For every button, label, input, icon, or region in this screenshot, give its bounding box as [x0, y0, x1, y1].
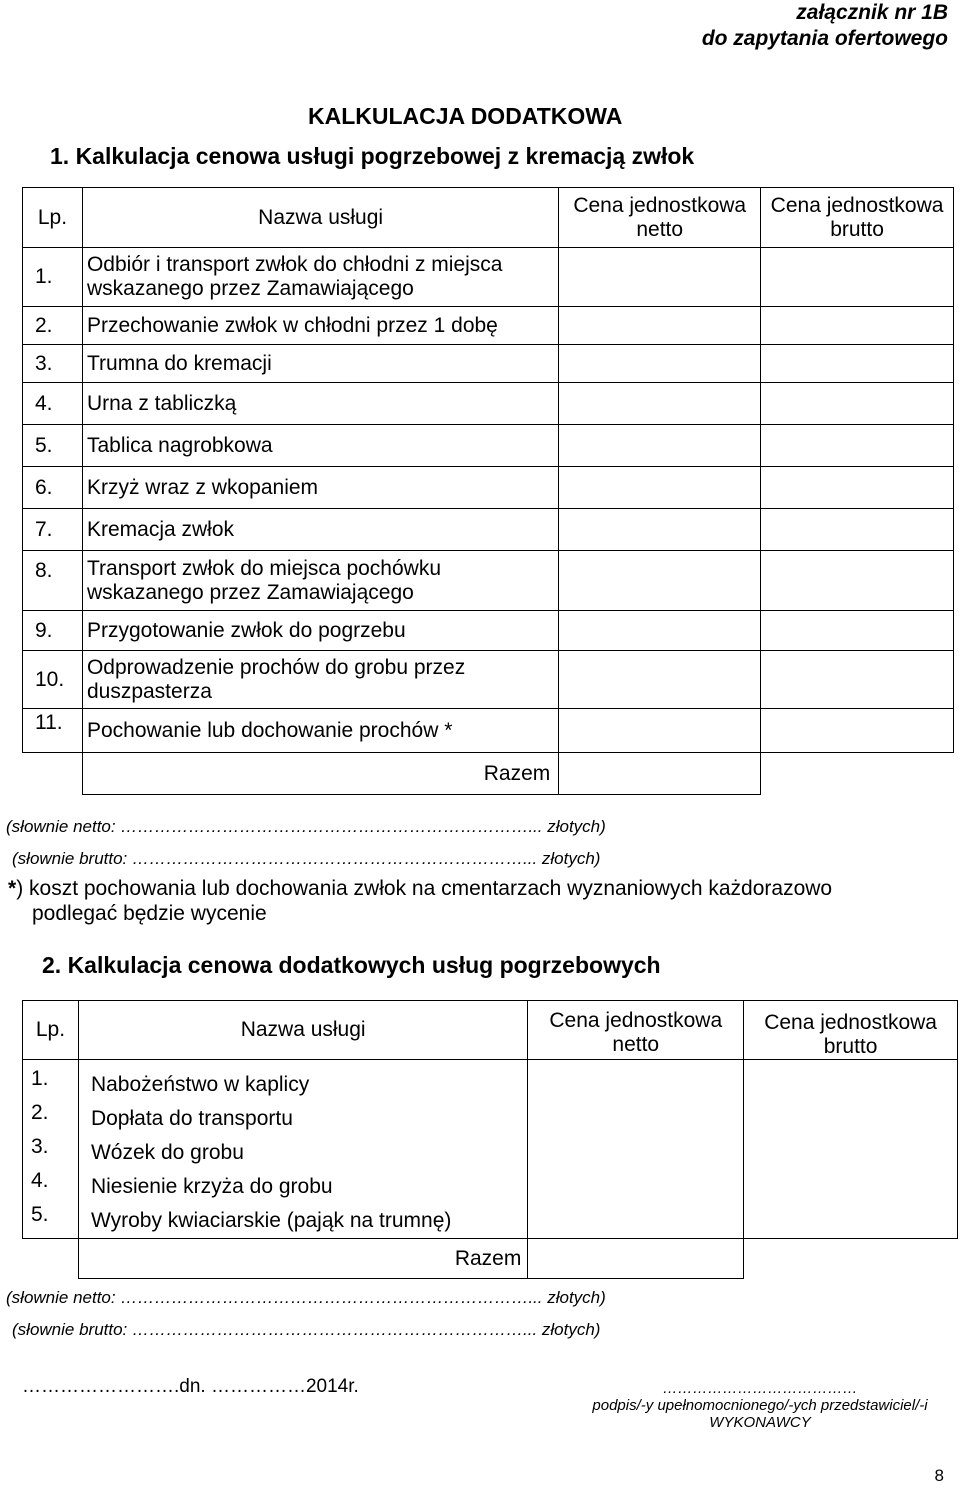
footnote-marker: *: [8, 877, 17, 900]
table-row: [23, 425, 954, 467]
netto-total-cell[interactable]: [528, 1239, 744, 1279]
footnote: [8, 876, 832, 926]
row-name: Przechowanie zwłok w chłodni przez 1 dobę: [82, 307, 558, 345]
section1-table: [22, 187, 954, 795]
row-lp: 10.: [23, 651, 83, 709]
item-lp: 2.: [31, 1101, 49, 1124]
page-number: 8: [934, 1466, 944, 1485]
total-row: [23, 753, 954, 795]
row-name: Pochowanie lub dochowanie prochów *: [82, 709, 558, 753]
row-name-l2: wskazanego przez Zamawiającego: [86, 277, 414, 300]
netto-price-cell[interactable]: [559, 383, 761, 425]
table-row: [23, 551, 954, 611]
items-lp-cell: [23, 1060, 79, 1239]
row-name: [82, 551, 558, 611]
col-brutto-header: [744, 1001, 958, 1060]
table-row: [23, 345, 954, 383]
netto-price-cell[interactable]: [559, 307, 761, 345]
table-row: [23, 467, 954, 509]
row-name: [82, 248, 558, 307]
row-lp: 7.: [23, 509, 83, 551]
attachment-label: załącznik nr 1B: [796, 1, 948, 24]
col-brutto-header-l1: Cena jednostkowa: [770, 194, 944, 217]
brutto-price-cell[interactable]: [761, 551, 954, 611]
row-name: Urna z tabliczką: [82, 383, 558, 425]
col-netto-header-l2: netto: [636, 218, 684, 241]
table-row: [23, 509, 954, 551]
attachment-note: [702, 0, 948, 52]
col-netto-header-l1: Cena jednostkowa: [573, 194, 747, 217]
attachment-subtitle: do zapytania ofertowego: [701, 27, 948, 50]
item-name: Dopłata do transportu: [90, 1107, 293, 1130]
netto-price-cell[interactable]: [559, 345, 761, 383]
brutto-price-cell[interactable]: [761, 307, 954, 345]
row-name: Trumna do kremacji: [82, 345, 558, 383]
items-name-cell: [78, 1060, 527, 1239]
item-name: Niesienie krzyża do grobu: [90, 1175, 333, 1198]
netto-price-cell[interactable]: [559, 651, 761, 709]
signature-caption-l2: WYKONAWCY: [709, 1414, 811, 1431]
netto-price-cell[interactable]: [559, 467, 761, 509]
netto-price-cell[interactable]: [559, 709, 761, 753]
netto-price-cell[interactable]: [559, 248, 761, 307]
col-netto-header-l1: Cena jednostkowa: [549, 1009, 723, 1032]
amount-words-brutto: (słownie brutto: ……………………………………………………………... złotych): [12, 849, 601, 868]
amount-words-netto: (słownie netto: ………………………………………………………………... złotych): [6, 1288, 606, 1307]
total-row: [23, 1239, 958, 1279]
row-lp: 3.: [23, 345, 83, 383]
section1-heading: 1. Kalkulacja cenowa usługi pogrzebowej z kremacją zwłok: [50, 143, 695, 169]
item-name: Wózek do grobu: [90, 1141, 244, 1164]
col-name-header: Nazwa usługi: [82, 188, 558, 248]
signature-dots: …………………………………: [662, 1380, 858, 1397]
row-lp: 11.: [23, 709, 83, 753]
brutto-price-cell[interactable]: [761, 383, 954, 425]
row-name-l1: Odprowadzenie prochów do grobu przez: [86, 655, 466, 679]
row-name: Kremacja zwłok: [82, 509, 558, 551]
item-name: Wyroby kwiaciarskie (pająk na trumnę): [90, 1209, 452, 1232]
table-row: [23, 611, 954, 651]
brutto-price-cell[interactable]: [761, 248, 954, 307]
footnote-text-l1: ) koszt pochowania lub dochowania zwłok na cmentarzach wyznaniowych każdorazowo: [16, 877, 833, 900]
row-name: [82, 651, 558, 709]
table-header-row: [23, 1001, 958, 1060]
date-line: …………………….dn. ……………2014r.: [22, 1376, 359, 1397]
row-lp: 4.: [23, 383, 83, 425]
signature-block: [560, 1380, 960, 1431]
col-brutto-header-l2: brutto: [830, 218, 884, 241]
footnote-text-l2: podlegać będzie wycenie: [32, 902, 267, 925]
row-lp: 5.: [23, 425, 83, 467]
brutto-price-cell[interactable]: [761, 509, 954, 551]
row-name-l1: Odbiór i transport zwłok do chłodni z miejsca: [86, 253, 503, 276]
col-lp-header: Lp.: [23, 1001, 79, 1060]
table-row: [23, 709, 954, 753]
col-brutto-header-l1: Cena jednostkowa: [764, 1011, 937, 1034]
table-header-row: [23, 188, 954, 248]
row-name-l2: wskazanego przez Zamawiającego: [86, 580, 414, 604]
brutto-price-cell[interactable]: [761, 467, 954, 509]
amount-words-netto: (słownie netto: ………………………………………………………………... złotych): [6, 817, 606, 836]
amount-words-brutto: (słownie brutto: ……………………………………………………………... złotych): [12, 1320, 601, 1339]
table-row: [23, 307, 954, 345]
col-lp-header: Lp.: [23, 188, 83, 248]
item-name: Nabożeństwo w kaplicy: [90, 1073, 310, 1096]
col-brutto-header-l2: brutto: [823, 1035, 878, 1058]
row-name: Krzyż wraz z wkopaniem: [82, 467, 558, 509]
page-title: KALKULACJA DODATKOWA: [308, 103, 623, 129]
netto-total-cell[interactable]: [559, 753, 761, 795]
col-netto-header: [559, 188, 761, 248]
section2-heading: 2. Kalkulacja cenowa dodatkowych usług pogrzebowych: [42, 952, 661, 978]
row-lp: 9.: [23, 611, 83, 651]
netto-price-cell[interactable]: [559, 425, 761, 467]
netto-price-cell[interactable]: [528, 1060, 744, 1239]
col-netto-header: [528, 1001, 744, 1060]
total-label: Razem: [82, 753, 558, 795]
col-brutto-header: [761, 188, 954, 248]
total-label: Razem: [78, 1239, 527, 1279]
row-lp: 2.: [23, 307, 83, 345]
item-lp: 5.: [31, 1203, 49, 1226]
row-lp: 8.: [23, 551, 83, 611]
signature-caption-l1: podpis/-y upełnomocnionego/-ych przedstawiciel/-i: [592, 1397, 928, 1414]
item-lp: 4.: [31, 1169, 49, 1192]
item-lp: 3.: [31, 1135, 49, 1158]
row-name-l2: duszpasterza: [86, 679, 212, 703]
row-lp: 6.: [23, 467, 83, 509]
item-lp: 1.: [31, 1067, 49, 1090]
brutto-price-cell[interactable]: [761, 425, 954, 467]
netto-price-cell[interactable]: [559, 611, 761, 651]
section2-table: [22, 1000, 958, 1279]
netto-price-cell[interactable]: [559, 509, 761, 551]
col-netto-header-l2: netto: [612, 1033, 660, 1056]
brutto-price-cell[interactable]: [761, 651, 954, 709]
brutto-price-cell[interactable]: [761, 709, 954, 753]
table-row: [23, 383, 954, 425]
netto-price-cell[interactable]: [559, 551, 761, 611]
row-name: Przygotowanie zwłok do pogrzebu: [82, 611, 558, 651]
brutto-price-cell[interactable]: [744, 1060, 958, 1239]
row-name-l1: Transport zwłok do miejsca pochówku: [86, 556, 442, 580]
table-row: [23, 248, 954, 307]
table-row: [23, 651, 954, 709]
brutto-price-cell[interactable]: [761, 345, 954, 383]
items-row: [23, 1060, 958, 1239]
col-name-header: Nazwa usługi: [78, 1001, 527, 1060]
row-lp: 1.: [23, 248, 83, 307]
brutto-price-cell[interactable]: [761, 611, 954, 651]
row-name: Tablica nagrobkowa: [82, 425, 558, 467]
